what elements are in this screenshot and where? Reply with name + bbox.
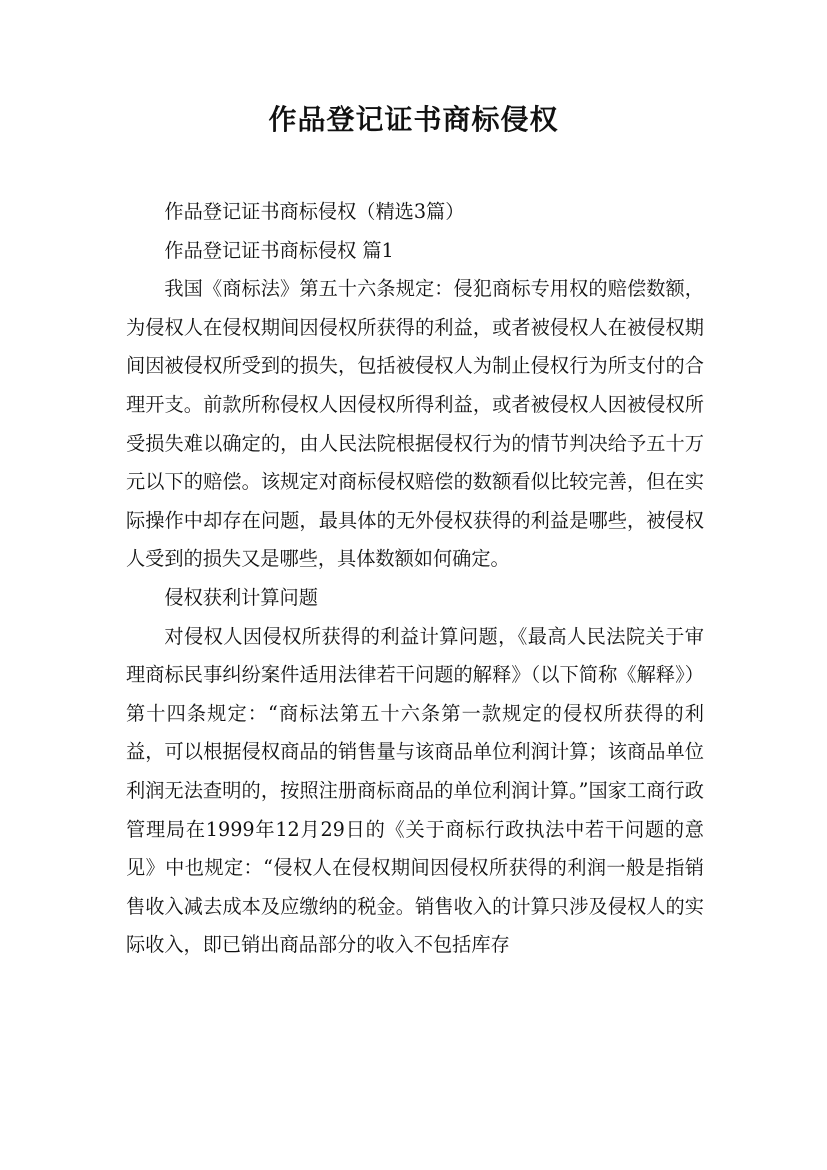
document-subtitle: 作品登记证书商标侵权（精选3篇） xyxy=(164,200,465,223)
subheading-infringement-profit: 侵权获利计算问题 xyxy=(164,585,318,609)
document-body xyxy=(126,193,704,965)
section-heading: 作品登记证书商标侵权 篇1 xyxy=(164,238,394,262)
document-title: 作品登记证书商标侵权 xyxy=(268,103,559,136)
body-paragraph-1: 我国《商标法》第五十六条规定：侵犯商标专用权的赔偿数额，为侵权人在侵权期间因侵权所获得的利益，或者被侵权人在被侵权期间因被侵权所受到的损失，包括被侵权人为制止侵权行为所支付的合理开支。前款所称侵权人因侵权所得利益，或者被侵权人因被侵权所受损失难以确定的，由人民法院根据侵权行为的情节判决给予五十万元以下的赔偿。该规定对商标侵权赔偿的数额看似比较完善，但在实际操作中却存在问题，最具体的无外侵权获得的利益是哪些，被侵权人受到的损失又是哪些，具体数额如何确定。 xyxy=(126,277,704,571)
body-paragraph-2: 对侵权人因侵权所获得的利益计算问题，《最高人民法院关于审理商标民事纠纷案件适用法律若干问题的解释》（以下简称《解释》）第十四条规定：“商标法第五十六条第一款规定的侵权所获得的利益，可以根据侵权商品的销售量与该商品单位利润计算；该商品单位利润无法查明的，按照注册商标商品的单位利润计算。”国家工商行政管理局在1999年12月29日的《关于商标行政执法中若干问题的意见》中也规定：“侵权人在侵权期间因侵权所获得的利润一般是指销售收入减去成本及应缴纳的税金。销售收入的计算只涉及侵权人的实际收入，即已销出商品部分的收入不包括库存 xyxy=(126,624,704,957)
